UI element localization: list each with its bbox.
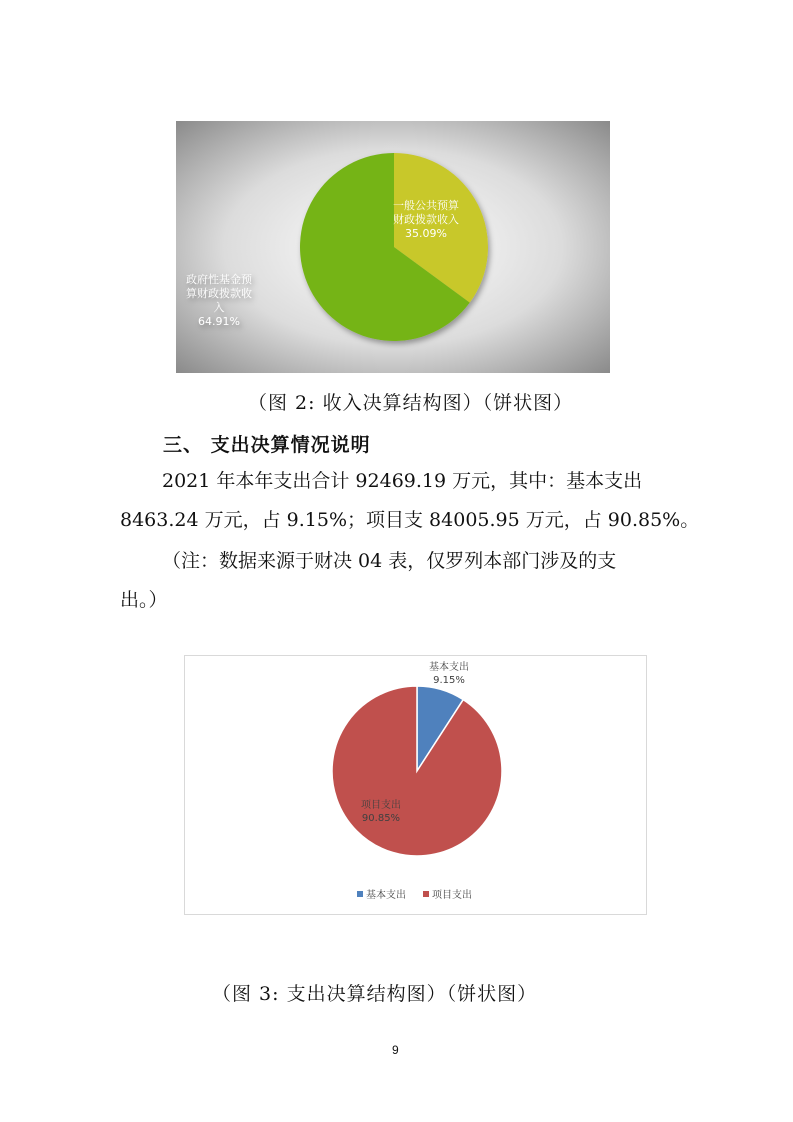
pie-data-label-0: 基本支出 9.15% (429, 662, 469, 686)
page-number: 9 (392, 1043, 399, 1057)
paragraph-line-2: 8463.24 万元，占 9.15%；项目支 84005.95 万元，占 90.85%。 (120, 509, 700, 531)
legend-label-0: 基本支出 (366, 890, 406, 901)
pie-data-label-1: 政府性基金预算财政拨款收入 64.91% (186, 273, 252, 328)
legend-label-1: 项目支出 (432, 890, 472, 901)
note-line-2: 出。） (120, 589, 168, 611)
section-heading: 三、 支出决算情况说明 (163, 434, 371, 456)
note-line-1: （注：数据来源于财决 04 表，仅罗列本部门涉及的支 (162, 550, 617, 572)
figure2-caption: （图 2: 收入决算结构图）（饼状图） (248, 392, 574, 414)
pie-data-label-1: 项目支出 90.85% (361, 800, 401, 824)
legend-swatch-1 (423, 891, 429, 897)
pie-slice-1 (332, 686, 502, 856)
pie-data-label-0: 一般公共预算财政拨款收入 35.09% (393, 199, 459, 240)
expenditure-structure-pie-chart (184, 655, 647, 915)
paragraph-line-1: 2021 年本年支出合计 92469.19 万元，其中：基本支出 (162, 470, 643, 492)
figure3-caption: （图 3: 支出决算结构图）（饼状图） (212, 983, 538, 1005)
income-structure-pie-chart (176, 121, 610, 373)
legend-swatch-0 (357, 891, 363, 897)
